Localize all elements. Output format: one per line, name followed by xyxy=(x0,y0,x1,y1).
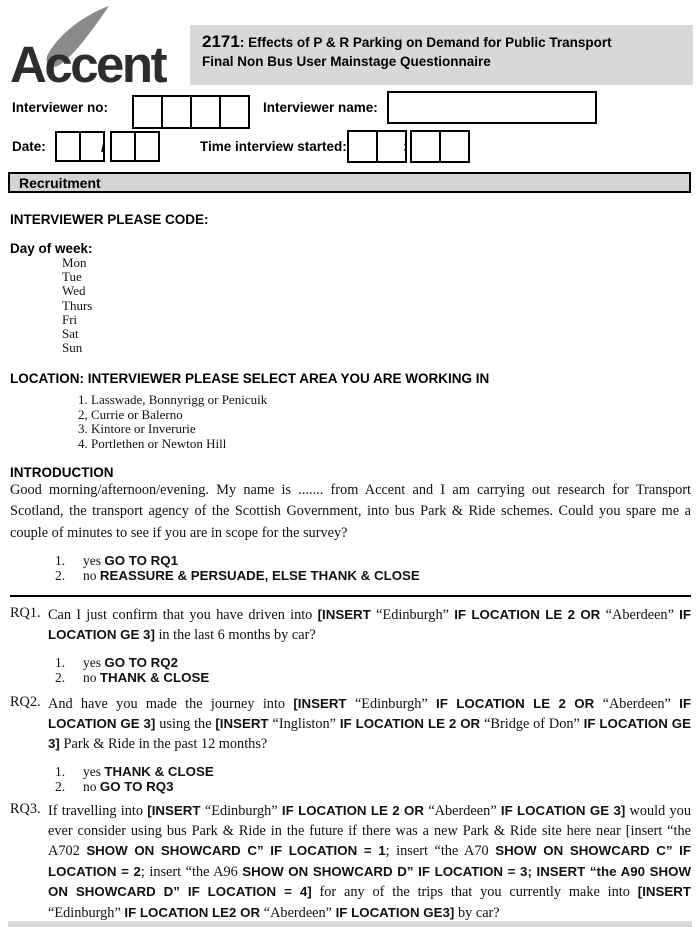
question-rq2 xyxy=(10,694,691,794)
title-line-1 xyxy=(202,32,681,52)
option-number: 2. xyxy=(55,779,66,795)
interviewer-no-label: Interviewer no: xyxy=(12,100,109,115)
option-text: yes THANK & CLOSE xyxy=(83,764,214,780)
question-options xyxy=(55,655,691,685)
location-option: 1. Lasswade, Bonnyrigg or Penicuik xyxy=(78,392,268,408)
response-option xyxy=(55,670,691,685)
time-started-label: Time interview started: xyxy=(200,139,347,154)
time-cell xyxy=(347,130,378,163)
response-option xyxy=(55,655,691,670)
option-directive: REASSURE & PERSUADE, ELSE THANK & CLOSE xyxy=(99,568,420,584)
accent-logo xyxy=(10,4,192,88)
option-directive: THANK & CLOSE xyxy=(104,764,214,780)
day-option: Sun xyxy=(62,340,83,356)
date-cell xyxy=(134,131,160,162)
interviewer-name-label: Interviewer name: xyxy=(263,100,378,115)
interviewer-code-instruction: INTERVIEWER PLEASE CODE: xyxy=(10,212,209,227)
title-text: : Effects of P & R Parking on Demand for Public Transport xyxy=(239,35,612,50)
question-label: RQ2. xyxy=(10,694,41,711)
time-cell xyxy=(439,130,470,163)
day-option: Wed xyxy=(62,283,86,299)
date-label: Date: xyxy=(12,139,46,154)
questions xyxy=(10,605,691,923)
location-list xyxy=(78,393,691,451)
date-separator: / xyxy=(101,139,106,156)
option-number: 1. xyxy=(55,654,66,670)
option-directive: GO TO RQ2 xyxy=(104,654,179,670)
question-label: RQ1. xyxy=(10,604,41,621)
day-option: Sat xyxy=(62,326,79,342)
logo-text: Accent xyxy=(10,36,166,88)
question-rq1 xyxy=(10,605,691,685)
day-option: Fri xyxy=(62,311,78,327)
option-number: 1. xyxy=(55,764,66,780)
option-directive: GO TO RQ1 xyxy=(104,553,179,569)
interviewer-no-cell xyxy=(132,95,163,129)
section-header-recruitment: Recruitment xyxy=(8,172,691,193)
page-header xyxy=(0,0,699,196)
day-option: Thurs xyxy=(62,297,93,313)
location-option: 3. Kintore or Inverurie xyxy=(78,421,196,437)
date-month-boxes xyxy=(110,131,160,162)
time-cell xyxy=(410,130,441,163)
project-code: 2171 xyxy=(202,32,240,51)
question-label: RQ3. xyxy=(10,801,41,818)
option-text: yes GO TO RQ2 xyxy=(83,654,179,670)
introduction-options xyxy=(55,553,691,583)
question-text: If travelling into [INSERT “Edinburgh” IF LOCATION LE 2 OR “Aberdeen” IF LOCATION GE 3] would you ever consider using bus Park & Ride in the future if there was a new Park & Ride site here near [insert “the A702 SHOW ON SHOWCARD C” IF LOCATION = 1; insert “the A70 SHOW ON SHOWCARD C” IF LOCATION = 2; insert “the A96 SHOW ON SHOWCARD D” IF LOCATION = 3; INSERT “the A90 SHOW ON SHOWCARD D” IF LOCATION = 4] for any of the trips that you currently make into [INSERT “Edinburgh” IF LOCATION LE2 OR “Aberdeen” IF LOCATION GE3] by car? xyxy=(48,803,691,921)
response-option xyxy=(55,553,691,568)
question-rq3 xyxy=(10,801,691,922)
option-directive: GO TO RQ3 xyxy=(99,779,174,795)
question-text: And have you made the journey into [INSERT “Edinburgh” IF LOCATION LE 2 OR “Aberdeen” IF LOCATION GE 3] using the [INSERT “Ingliston” IF LOCATION LE 2 OR “Bridge of Don” IF LOCATION GE 3] Park & Ride in the past 12 months? xyxy=(48,696,691,753)
day-of-week-label: Day of week: xyxy=(10,241,93,256)
option-number: 2. xyxy=(55,568,66,584)
location-option: 4. Portlethen or Newton Hill xyxy=(78,435,227,451)
option-text: no THANK & CLOSE xyxy=(83,669,210,685)
option-text: no REASSURE & PERSUADE, ELSE THANK & CLOSE xyxy=(83,568,420,584)
day-option: Mon xyxy=(62,255,87,270)
interviewer-no-boxes xyxy=(132,95,250,129)
title-line-2: Final Non Bus User Mainstage Questionnaire xyxy=(202,54,491,69)
introduction-heading: INTRODUCTION xyxy=(10,465,114,481)
question-options xyxy=(55,764,691,794)
page-body xyxy=(10,212,691,923)
interviewer-no-cell xyxy=(161,95,192,129)
interviewer-no-cell xyxy=(190,95,221,129)
day-option: Tue xyxy=(62,269,82,285)
question-text: Can I just confirm that you have driven into [INSERT “Edinburgh” IF LOCATION LE 2 OR “Aberdeen” IF LOCATION GE 3] in the last 6 months by car? xyxy=(48,606,691,643)
section-divider-rule xyxy=(10,595,691,597)
option-text: no GO TO RQ3 xyxy=(83,779,174,795)
response-option xyxy=(55,568,691,583)
response-option xyxy=(55,764,691,779)
day-of-week-list xyxy=(62,256,691,355)
time-separator: : xyxy=(403,138,408,155)
option-number: 1. xyxy=(55,553,66,569)
interviewer-no-cell xyxy=(219,95,250,129)
response-option xyxy=(55,779,691,794)
introduction-paragraph: Good morning/afternoon/evening. My name is ....... from Accent and I am carrying out research for Transport Scotland, the transport agency of the Scottish Government, into bus Park & Ride schemes. Could you spare me a couple of minutes to see if you are in scope for the survey? xyxy=(10,482,691,541)
date-day-boxes xyxy=(55,131,105,162)
location-heading: LOCATION: INTERVIEWER PLEASE SELECT AREA YOU ARE WORKING IN xyxy=(10,371,490,387)
option-directive: THANK & CLOSE xyxy=(99,669,210,685)
time-hour-boxes xyxy=(347,130,407,163)
interviewer-name-box xyxy=(387,91,597,124)
next-section-bar-partial xyxy=(8,921,692,927)
date-cell xyxy=(55,131,81,162)
time-minute-boxes xyxy=(410,130,470,163)
title-box xyxy=(190,25,693,85)
date-cell xyxy=(110,131,136,162)
option-number: 2. xyxy=(55,669,66,685)
location-option: 2, Currie or Balerno xyxy=(78,406,183,422)
option-text: yes GO TO RQ1 xyxy=(83,553,179,569)
